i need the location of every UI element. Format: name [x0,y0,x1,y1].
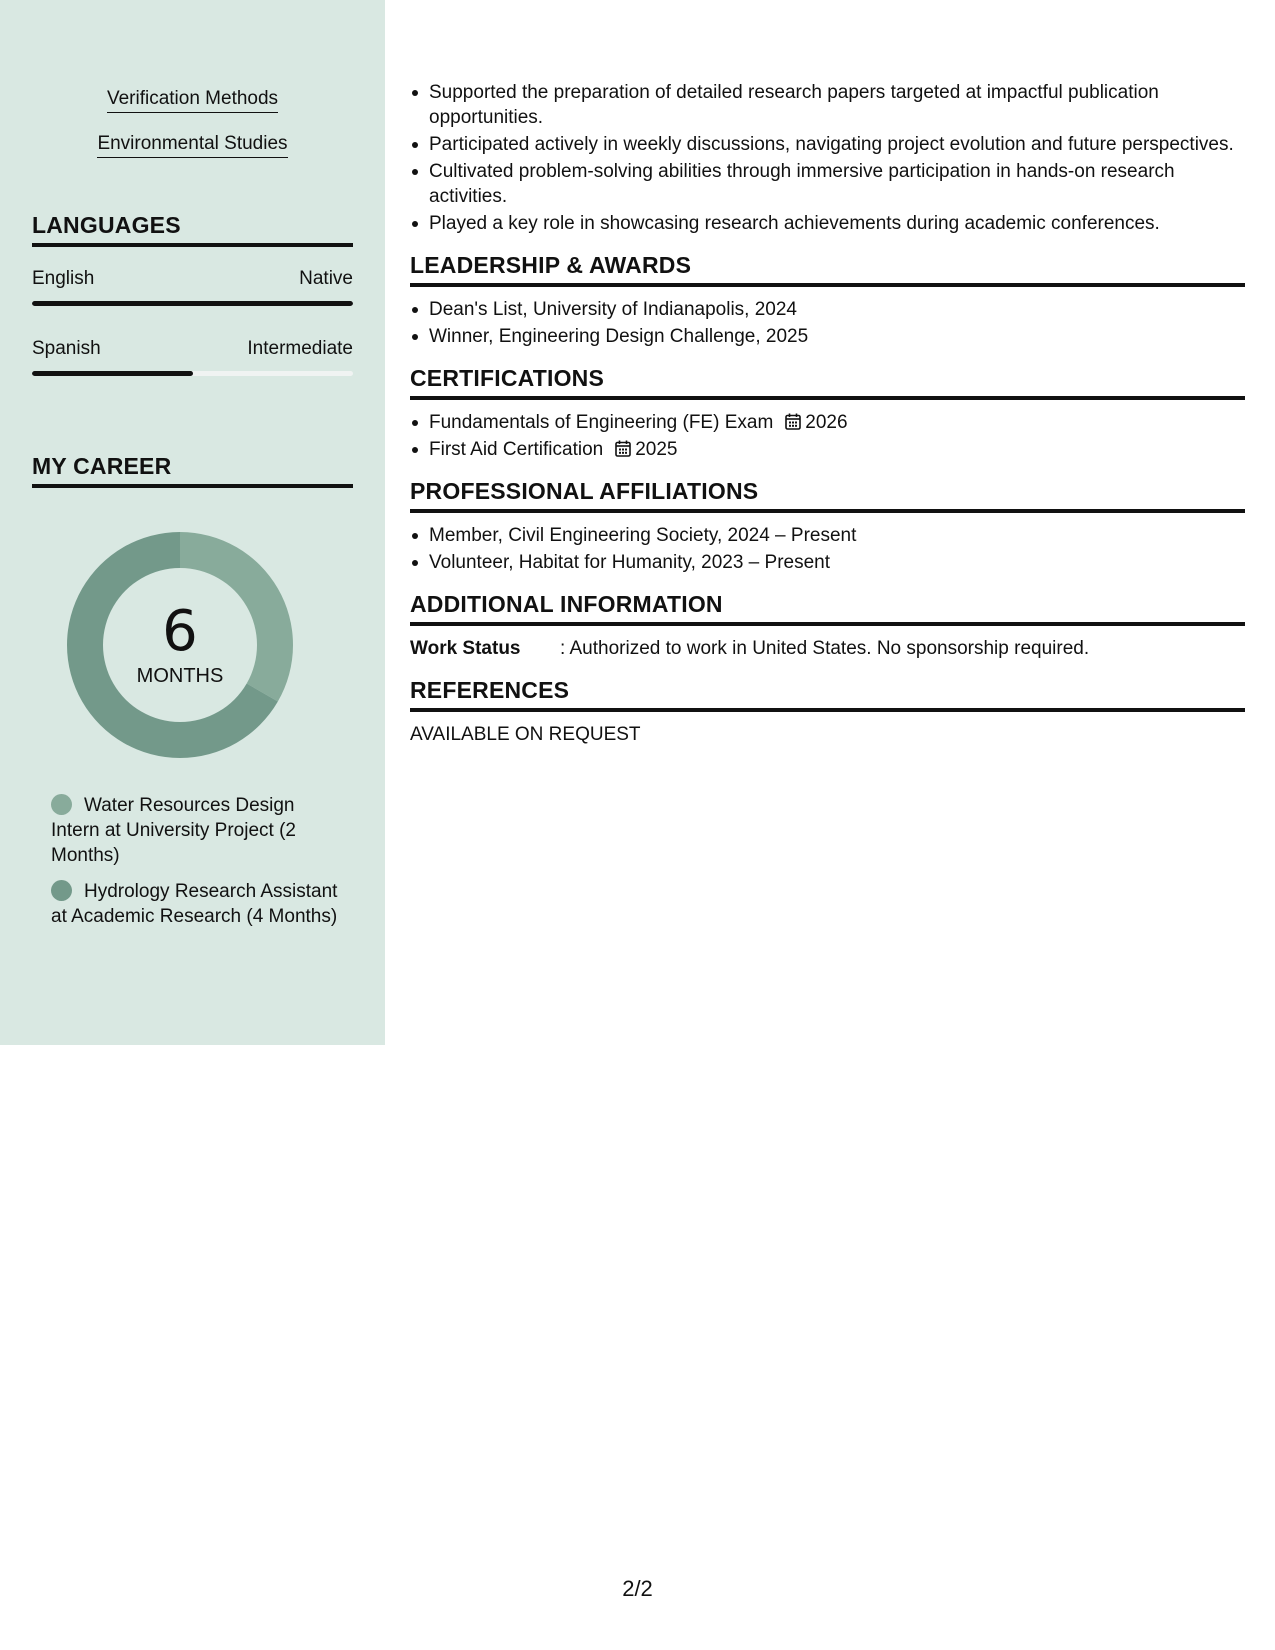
list-item: Dean's List, University of Indianapolis, 2024 [410,297,1245,322]
certification-name: First Aid Certification [429,439,604,460]
list-item [410,437,1245,462]
references-heading: REFERENCES [410,677,1245,712]
list-item: Member, Civil Engineering Society, 2024 – Present [410,523,1245,548]
list-item: Winner, Engineering Design Challenge, 2025 [410,324,1245,349]
career-legend-label: Hydrology Research Assistant at Academic Research (4 Months) [51,881,338,927]
language-name: English [32,268,95,289]
career-legend-item [51,793,341,868]
language-proficiency-bar [32,371,353,376]
skill-tag-label: Environmental Studies [97,133,287,158]
list-item: Supported the preparation of detailed research papers targeted at impactful publication opportunities. [410,80,1245,130]
list-item [410,410,1245,435]
work-status-label: Work Status [410,638,521,659]
languages-heading: LANGUAGES [32,212,353,247]
certification-year: 2026 [805,412,848,433]
language-row [32,338,353,360]
career-legend-item [51,879,341,929]
calendar-icon [785,413,801,430]
leadership-heading: LEADERSHIP & AWARDS [410,252,1245,287]
language-level: Intermediate [247,338,353,359]
page-number: 2/2 [622,1576,653,1601]
references-text: AVAILABLE ON REQUEST [410,724,641,745]
career-legend-dot [51,794,72,815]
career-legend-label: Water Resources Design Intern at University Project (2 Months) [51,795,296,866]
affiliations-heading: PROFESSIONAL AFFILIATIONS [410,478,1245,513]
language-proficiency-bar [32,301,353,306]
language-proficiency-fill [32,301,353,306]
list-item: Participated actively in weekly discussions, navigating project evolution and future perspectives. [410,132,1245,157]
work-status-value: : Authorized to work in United States. No sponsorship required. [560,638,1090,659]
career-total: 6 [162,598,198,664]
main-content [410,80,1245,747]
skill-tag [0,88,385,113]
calendar-icon [615,440,631,457]
sidebar [0,0,385,1045]
career-heading: MY CAREER [32,453,353,488]
career-unit: MONTHS [136,664,224,687]
certification-year: 2025 [635,439,678,460]
certifications-heading: CERTIFICATIONS [410,365,1245,400]
list-item: Played a key role in showcasing research achievements during academic conferences. [410,211,1245,236]
leadership-list [410,297,1245,349]
certification-name: Fundamentals of Engineering (FE) Exam [429,412,774,433]
career-legend-dot [51,880,72,901]
language-row [32,268,353,290]
skill-tag [0,133,385,158]
certifications-list [410,410,1245,462]
additional-info-heading: ADDITIONAL INFORMATION [410,591,1245,626]
career-donut-center [67,532,293,758]
experience-bullet-list [410,80,1245,236]
language-level: Native [299,268,353,289]
list-item: Cultivated problem-solving abilities through immersive participation in hands-on research activities. [410,159,1245,209]
language-name: Spanish [32,338,101,359]
work-status-row [410,636,1245,661]
affiliations-list [410,523,1245,575]
list-item: Volunteer, Habitat for Humanity, 2023 – Present [410,550,1245,575]
language-proficiency-fill [32,371,193,376]
skill-tag-label: Verification Methods [107,88,278,113]
